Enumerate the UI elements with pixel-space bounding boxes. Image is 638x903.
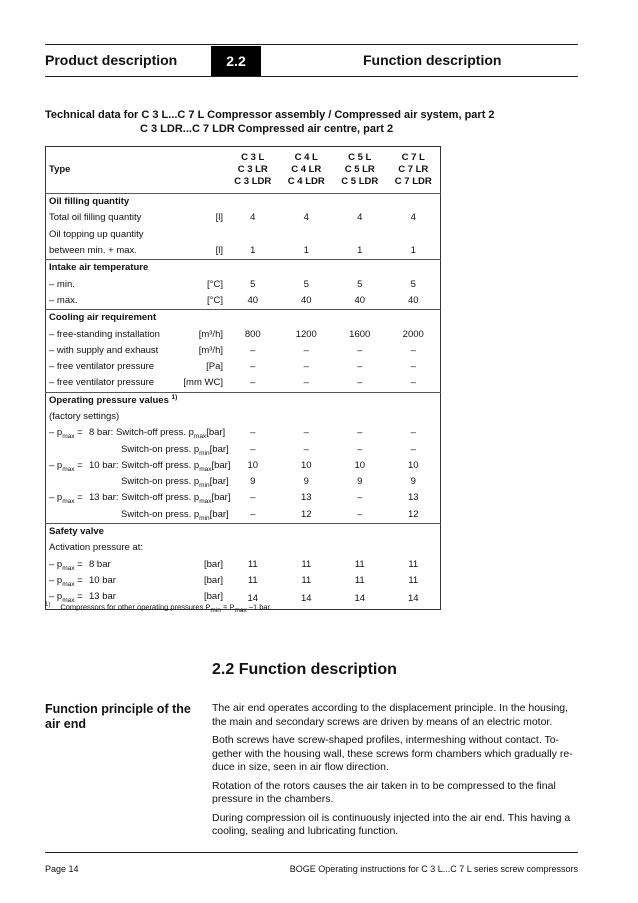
paragraph: Both screws have screw-shaped profiles, intermeshing without contact. To- gether with the housing wall, these screws form chambers which gradually re- duce in size, seen in air flow direction.: [212, 734, 573, 773]
safety-section-title: Safety valve: [46, 523, 441, 540]
table-row: – $p_{max} = 8$ bar: Switch-off press. $p_{max}$ [bar] – – – –: [49, 427, 416, 441]
table-row: – free ventilator pressure [mm WC] – – – –: [49, 377, 416, 389]
table-row: – max. [°C] 40 40 40 40: [49, 294, 419, 306]
table-row: [46, 392, 441, 409]
header-top-rule: [45, 44, 578, 45]
page-number: Page 14: [45, 864, 79, 874]
table-footnote: $^{1)}$ Compressors for other operating pressures $P_{min} = P_{max}$ –1 bar.: [45, 602, 272, 614]
table-row: – $p_{max} = 13$ bar [bar] 14 14 14 14: [49, 591, 419, 605]
paragraph: Rotation of the rotors causes the air taken in to be compressed to the final pressure in the chambers.: [212, 779, 556, 805]
table-row: [46, 194, 441, 211]
header-right-title: Function description: [363, 52, 502, 68]
table-row: Switch-on press. $p_{min}$ [bar] – 12 – 12: [121, 508, 419, 522]
header-left-title: Product description: [45, 52, 178, 68]
model-col-c7: C 7 L C 7 LR C 7 LDR: [394, 152, 432, 187]
table-row: [46, 260, 441, 277]
table-row: Total oil filling quantity [l] 4 4 4 4: [49, 212, 416, 224]
operating-section-title: Operating pressure values $^{1)}$: [46, 392, 441, 409]
model-col-c3: C 3 L C 3 LR C 3 LDR: [234, 152, 272, 187]
body-text: [212, 702, 582, 844]
table-row: [46, 523, 441, 540]
paragraph: During compression oil is continuously injected into the air end. This having a cooling, sealing and lubricating function.: [212, 811, 571, 837]
table-row: [46, 310, 441, 327]
footer-doc-title: BOGE Operating instructions for C 3 L...C 7 L series screw compressors: [289, 864, 578, 874]
model-col-c5: C 5 L C 5 LR C 5 LDR: [341, 152, 379, 187]
header-bottom-rule: [45, 76, 578, 77]
table-row: – $p_{max} = 8$ bar [bar] 11 11 11 11: [49, 558, 419, 572]
cooling-section-title: Cooling air requirement: [46, 310, 441, 327]
header-section-badge: 2.2: [211, 46, 261, 76]
intake-section-title: Intake air temperature: [46, 260, 441, 277]
table-row: Activation pressure at:: [49, 542, 143, 554]
table-header-row: [46, 147, 441, 194]
table-row: – free ventilator pressure [Pa] – – – –: [49, 361, 416, 373]
table-row: Switch-on press. $p_{min}$ [bar] 9 9 9 9: [121, 476, 416, 490]
table-row: – free-standing installation [m³/h] 800 1200 1600 2000: [49, 328, 424, 340]
table-row: – min. [°C] 5 5 5 5: [49, 278, 416, 290]
footer-rule: [45, 852, 578, 853]
side-heading: Function principle of the air end: [45, 702, 191, 731]
table-row: – with supply and exhaust [m³/h] – – – –: [49, 344, 416, 356]
table-row: Switch-on press. $p_{min}$ [bar] – – – –: [121, 443, 416, 457]
section-heading: 2.2 Function description: [212, 661, 397, 678]
table-row: – $p_{max} = 10$ bar [bar] 11 11 11 11: [49, 574, 419, 588]
tech-data-title-line1: Technical data for C 3 L...C 7 L Compressor assembly / Compressed air system, part 2: [45, 109, 495, 121]
table-row: – $p_{max} = 13$ bar: Switch-off press. $p_{max}$ [bar] – 13 – 13: [49, 492, 419, 506]
table-row: Oil topping up quantity: [49, 228, 144, 240]
spec-table: [45, 146, 441, 614]
type-label: Type: [49, 164, 71, 175]
model-col-c4: C 4 L C 4 LR C 4 LDR: [287, 152, 325, 187]
table-row: – $p_{max} = 10$ bar: Switch-off press. $p_{max}$ [bar] 10 10 10 10: [49, 459, 419, 473]
oil-section-title: Oil filling quantity: [46, 194, 441, 211]
table-row: (factory settings): [49, 411, 120, 422]
paragraph: The air end operates according to the displacement principle. In the housing, the main and secondary screws are driven by means of an electric motor.: [212, 702, 569, 728]
tech-data-title-line2: C 3 LDR...C 7 LDR Compressed air centre, part 2: [140, 123, 394, 135]
table-row: between min. + max. [l] 1 1 1 1: [49, 245, 416, 257]
